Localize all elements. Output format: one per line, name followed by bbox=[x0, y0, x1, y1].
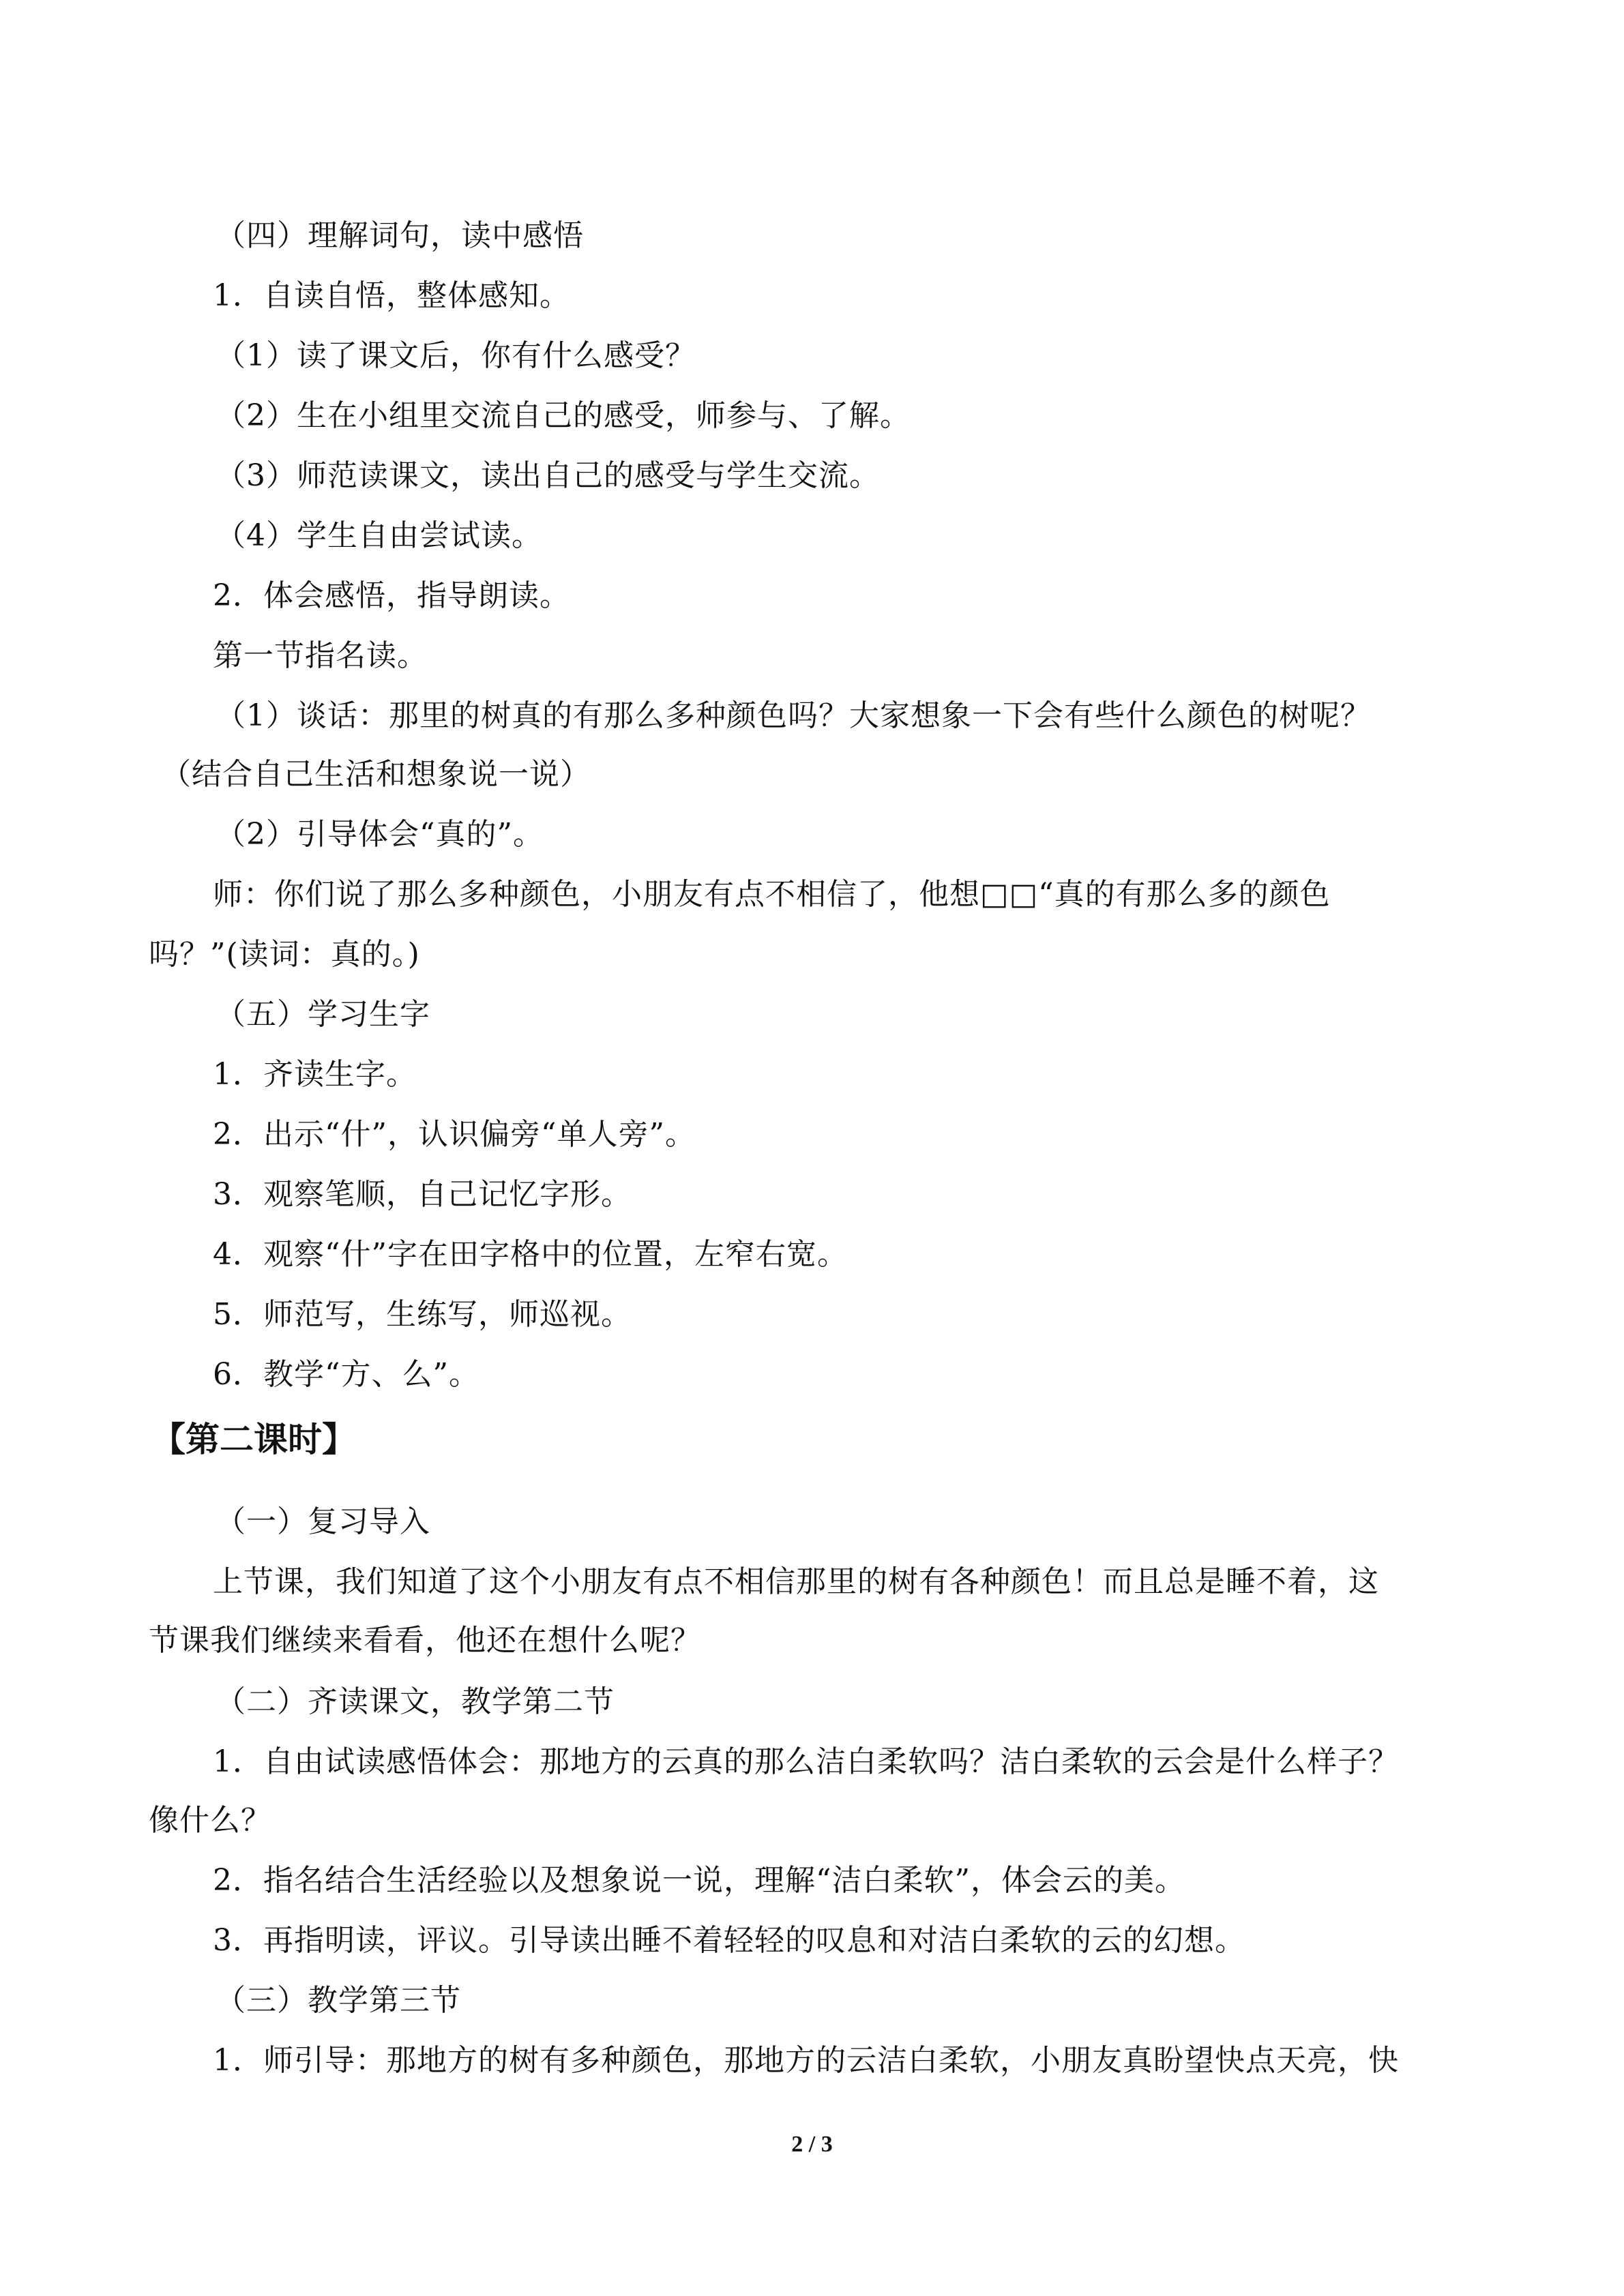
section-4-item-2: 2．体会感悟，指导朗读。 bbox=[213, 578, 570, 613]
review-line-2: 节课我们继续来看看，他还在想什么呢？ bbox=[149, 1623, 701, 1658]
section-5-item-4: 4．观察“什”字在田字格中的位置，左窄右宽。 bbox=[213, 1237, 848, 1272]
guide-line: （2）引导体会“真的”。 bbox=[216, 817, 544, 852]
section-5-title: （五）学习生字 bbox=[216, 997, 430, 1032]
part-2-item-1-line-2: 像什么？ bbox=[149, 1803, 271, 1838]
section-5-item-1: 1．齐读生字。 bbox=[213, 1057, 417, 1092]
section-4-sub-3: （3）师范读课文，读出自己的感受与学生交流。 bbox=[216, 458, 880, 493]
section-5-item-2: 2．出示“什”，认识偏旁“单人旁”。 bbox=[213, 1117, 696, 1152]
section-4-sub-4: （4）学生自由尝试读。 bbox=[216, 518, 542, 553]
section-5-item-5: 5．师范写，生练写，师巡视。 bbox=[213, 1297, 632, 1332]
part-3-title: （三）教学第三节 bbox=[216, 1983, 461, 2018]
section-4-sub-2: （2）生在小组里交流自己的感受，师参与、了解。 bbox=[216, 398, 911, 433]
teacher-line-2: 吗？”(读词：真的。) bbox=[149, 937, 420, 972]
section-4-item-1: 1．自读自悟，整体感知。 bbox=[213, 278, 570, 313]
part-2-title: （二）齐读课文，教学第二节 bbox=[216, 1684, 615, 1719]
section-4-title: （四）理解词句，读中感悟 bbox=[216, 218, 584, 253]
review-line-1: 上节课，我们知道了这个小朋友有点不相信那里的树有各种颜色！而且总是睡不着，这 bbox=[213, 1564, 1379, 1599]
section-4-sub-1: （1）读了课文后，你有什么感受？ bbox=[216, 338, 696, 373]
page-number: 2 / 3 bbox=[791, 2132, 833, 2157]
section-5-item-3: 3．观察笔顺，自己记忆字形。 bbox=[213, 1177, 632, 1212]
lesson-2-heading: 【第二课时】 bbox=[151, 1419, 356, 1459]
part-2-item-2: 2．指名结合生活经验以及想象说一说，理解“洁白柔软”，体会云的美。 bbox=[213, 1863, 1185, 1898]
talk-line-1: （1）谈话：那里的树真的有那么多种颜色吗？大家想象一下会有些什么颜色的树呢？ bbox=[216, 698, 1371, 733]
part-2-item-3: 3．再指明读，评议。引导读出睡不着轻轻的叹息和对洁白柔软的云的幻想。 bbox=[213, 1923, 1245, 1958]
part-2-item-1-line-1: 1．自由试读感悟体会：那地方的云真的那么洁白柔软吗？洁白柔软的云会是什么样子？ bbox=[213, 1744, 1399, 1779]
teacher-line-1: 师：你们说了那么多种颜色，小朋友有点不相信了，他想□□“真的有那么多的颜色 bbox=[213, 877, 1331, 912]
review-title: （一）复习导入 bbox=[216, 1504, 430, 1539]
verse-1-line: 第一节指名读。 bbox=[213, 638, 428, 673]
part-3-item-1-line-1: 1．师引导：那地方的树有多种颜色，那地方的云洁白柔软，小朋友真盼望快点天亮，快 bbox=[213, 2043, 1399, 2078]
talk-line-2: （结合自己生活和想象说一说） bbox=[161, 757, 591, 792]
section-5-item-6: 6．教学“方、么”。 bbox=[213, 1357, 479, 1392]
